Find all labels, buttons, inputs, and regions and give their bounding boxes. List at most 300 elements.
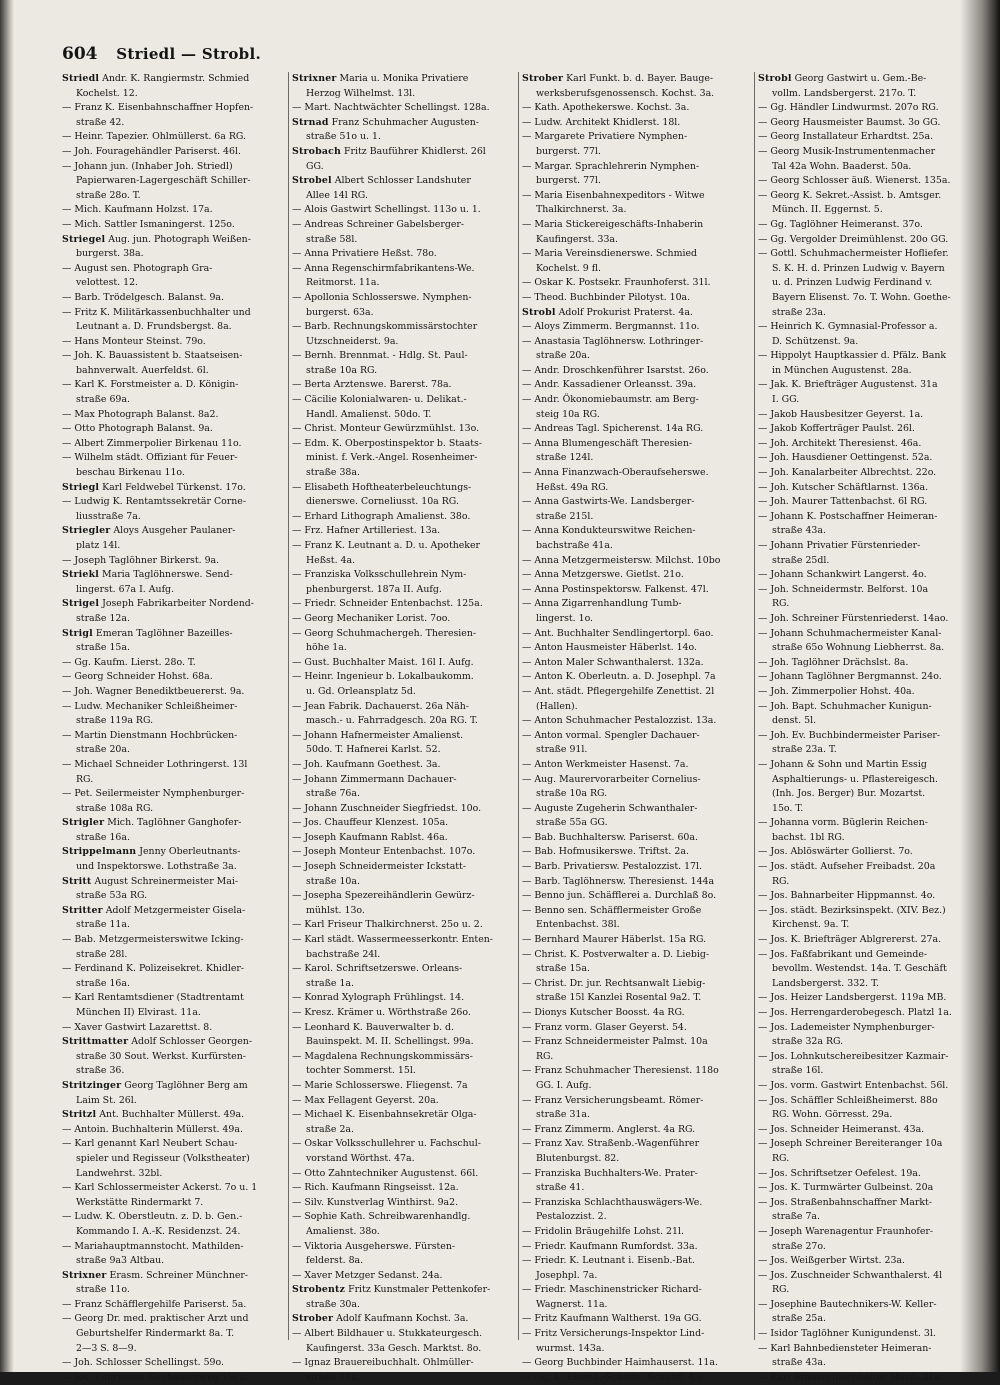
directory-entry: — Fritz Versicherungs-Inspektor Lind-	[522, 1328, 705, 1340]
directory-entry: straße 43a.	[772, 525, 826, 537]
directory-entry: — Karl genannt Karl Neubert Schau-	[62, 1138, 238, 1150]
directory-entry: — Joh. Taglöhner Drächslst. 8a.	[758, 656, 909, 668]
directory-entry: — Auguste Zugeherin Schwanthaler-	[522, 802, 698, 814]
directory-entry: Josephpl. 7a.	[536, 1269, 598, 1281]
directory-entry: platz 14l.	[76, 540, 121, 551]
directory-entry: u. d. Prinzen Ludwig Ferdinand v.	[772, 277, 933, 289]
directory-entry: phenburgerst. 187a II. Aufg.	[306, 583, 442, 595]
directory-entry: — Georg Musik-Instrumentenmacher	[758, 145, 936, 157]
directory-entry: — Margarete Privatiere Nymphen-	[522, 131, 688, 143]
directory-entry: — Benno jun. Schäfflerei a. Durchlaß 8o.	[522, 890, 717, 902]
directory-entry: Bauinspekt. M. II. Schellingst. 99a.	[306, 1036, 474, 1048]
directory-entry: werksberufsgenossensch. Kochst. 3a.	[536, 87, 715, 99]
directory-entry: Blutenburgst. 82.	[536, 1152, 620, 1164]
directory-entry: straße 41.	[536, 1182, 585, 1194]
directory-entry: straße 15l Kanzlei Rosental 9a2. T.	[536, 992, 702, 1004]
directory-entry: — Ludwig K. Rentamtssekretär Corne-	[62, 496, 246, 508]
directory-entry: bachstraße 24l.	[306, 948, 381, 960]
directory-entry: — Franz Schäfflergehilfe Pariserst. 5a.	[62, 1298, 247, 1310]
directory-entry: Utzschneiderst. 9a.	[306, 335, 399, 347]
directory-entry: straße 16l.	[772, 1065, 824, 1077]
directory-entry: — Heinr. Tapezier. Ohlmüllerst. 6a RG.	[62, 131, 247, 143]
directory-entry: — Joh. K. Bauassistent b. Staatseisen-	[62, 350, 243, 362]
directory-entry: Allee 14l RG.	[306, 189, 368, 201]
directory-entry: Striedl Andr. K. Rangiermstr. Schmied	[62, 73, 250, 84]
directory-entry: — Anton Maler Schwanthalerst. 132a.	[522, 656, 704, 668]
directory-entry: — Albert Bildhauer u. Stukkateurgesch.	[292, 1328, 483, 1340]
directory-entry: — Joseph Kaufmann Rablst. 46a.	[292, 831, 448, 843]
directory-entry: — Ludw. K. Oberstleutn. z. D. b. Gen.-	[62, 1211, 243, 1223]
directory-entry: straße 25a.	[772, 1313, 826, 1325]
directory-entry: Kirchenst. 9a. T.	[772, 919, 850, 931]
directory-entry: steig 10a RG.	[536, 408, 600, 420]
directory-entry: spieler und Regisseur (Volkstheater)	[76, 1152, 250, 1164]
directory-entry: straße 7a.	[772, 1211, 820, 1223]
directory-entry: Strnad Franz Schuhmacher Augusten-	[292, 116, 479, 128]
directory-entry: straße 30 Sout. Werkst. Kurfürsten-	[76, 1050, 246, 1062]
directory-entry: — Jos. Heizer Landsbergerst. 119a MB.	[758, 992, 947, 1004]
directory-entry: — Anna Regenschirmfabrikantens-We.	[292, 262, 475, 274]
directory-entry: Reitmorst. 11a.	[306, 277, 380, 289]
directory-entry: — Hippolyt Hauptkassier d. Pfälz. Bank	[758, 350, 947, 362]
directory-entry: Papierwaren-Lagergeschäft Schiller-	[76, 175, 251, 187]
directory-entry: — Anastasia Taglöhnersw. Lothringer-	[522, 335, 704, 347]
directory-entry: — Franz Schuhmacher Theresienst. 118o	[522, 1065, 719, 1077]
directory-entry: Striegl Karl Feldwebel Türkenst. 17o.	[62, 481, 246, 493]
directory-entry: (Hallen).	[536, 700, 578, 712]
directory-entry: u. Gd. Orleansplatz 5d.	[306, 685, 416, 697]
directory-entry: — Johann Privatier Fürstenrieder-	[758, 540, 921, 551]
directory-entry: straße 1a.	[306, 977, 354, 989]
directory-entry: liusstraße 7a.	[76, 510, 141, 522]
directory-entry: — Joh. Kaufmann Goethest. 3a.	[292, 758, 441, 770]
directory-entry: — Anton Werkmeister Hasenst. 7a.	[522, 758, 689, 770]
directory-entry: straße 15a.	[536, 963, 590, 975]
directory-entry: Strobel Albert Schlosser Landshuter	[292, 175, 471, 187]
directory-entry: — Berta Arztenswe. Barerst. 78a.	[292, 379, 452, 391]
directory-entry: Strittmatter Adolf Schlosser Georgen-	[62, 1036, 252, 1048]
directory-entry: — Franz vorm. Glaser Geyerst. 54.	[522, 1021, 687, 1033]
directory-entry: straße 51o u. 1.	[306, 131, 381, 143]
directory-entry: — Joh. Wagner Benediktbeuererst. 9a.	[62, 685, 245, 697]
directory-entry: Leutnant a. D. Frundsbergst. 8a.	[76, 321, 232, 333]
directory-entry: in München Augustenst. 28a.	[772, 364, 912, 376]
directory-entry: — Karl Friseur Thalkirchnerst. 25o u. 2.	[292, 919, 483, 931]
directory-entry: I. GG.	[772, 394, 800, 406]
directory-entry: straße 25dl.	[772, 554, 830, 566]
directory-entry: bachst. 1bl RG.	[772, 831, 845, 843]
directory-entry: — Sophie Kath. Schreibwarenhandlg.	[292, 1211, 471, 1223]
directory-entry: — Jos. Herrengarderobegesch. Platzl 1a.	[758, 1007, 952, 1018]
directory-entry: Laim St. 26l.	[76, 1094, 137, 1106]
directory-entry: — Johann jun. (Inhaber Joh. Striedl)	[62, 160, 233, 172]
directory-entry: tochter Sommerst. 15l.	[306, 1065, 416, 1077]
directory-entry: — Hans Monteur Steinst. 79o.	[62, 335, 206, 347]
directory-entry: GG. I. Aufg.	[536, 1079, 592, 1091]
directory-entry: — August sen. Photograph Gra-	[62, 262, 213, 274]
directory-entry: — Gg. Kaufm. Lierst. 28o. T.	[62, 656, 196, 668]
directory-entry: straße 42.	[76, 116, 125, 128]
directory-entry: straße 58l.	[306, 233, 358, 245]
directory-entry: — Jos. Weißgerber Wirtst. 23a.	[758, 1255, 906, 1267]
directory-entry: Stritzl Ant. Buchhalter Müllerst. 49a.	[62, 1109, 245, 1121]
directory-entry: — Franziska Buchhalters-We. Prater-	[522, 1167, 698, 1179]
directory-entry: — Anna Metzgerswe. Gietlst. 21o.	[522, 569, 684, 581]
directory-entry: — Gg. Händler Lindwurmst. 207o RG.	[758, 102, 939, 114]
directory-entry: — Christ. K. Postverwalter a. D. Liebig-	[522, 948, 710, 960]
directory-entry: — Albert Zimmerpolier Birkenau 11o.	[62, 437, 242, 449]
directory-entry: — Joh. Bapt. Schuhmacher Kunigun-	[758, 700, 932, 712]
directory-entry: straße 38a.	[306, 467, 360, 479]
directory-entry: — Gg. K. Eisenb.-Schaffn. Schulst. 45l.	[522, 1371, 707, 1383]
directory-entry: — Otto Zahntechniker Augustenst. 66l.	[292, 1167, 479, 1179]
directory-entry: — Georg K. Sekret.-Assist. b. Amtsger.	[758, 189, 942, 201]
directory-entry: — Maria Vereinsdienerswe. Schmied	[522, 248, 698, 260]
directory-entry: — Joseph Taglöhner Birkerst. 9a.	[62, 554, 220, 566]
directory-entry: — Friedr. Kaufmann Rumfordst. 33a.	[522, 1240, 698, 1252]
directory-entry: — Benno sen. Schäfflermeister Große	[522, 904, 702, 916]
directory-entry: Bayern Elisenst. 7o. T. Wohn. Goethe-	[772, 291, 951, 303]
directory-entry: straße 11a.	[306, 1371, 360, 1383]
directory-entry: — Bab. Hofmusikerswe. Triftst. 2a.	[522, 846, 689, 858]
directory-entry: minist. f. Verk.-Angel. Rosenheimer-	[306, 452, 478, 464]
directory-entry: RG.	[772, 875, 790, 887]
directory-entry: — Karol. Schriftsetzerswe. Orleans-	[292, 963, 463, 975]
directory-entry: Heßst. 49a RG.	[536, 481, 609, 493]
directory-entry: — Alois Gastwirt Schellingst. 113o u. 1.	[292, 204, 481, 216]
directory-entry: Kommando I. A.-K. Residenzst. 24.	[76, 1225, 241, 1237]
directory-entry: velottest. 12.	[76, 277, 139, 289]
directory-entry: 50do. T. Hafnerei Karlst. 52.	[306, 744, 441, 756]
directory-entry: Strober Adolf Kaufmann Kochst. 3a.	[292, 1313, 469, 1325]
directory-entry: — Joh. Schneidermstr. Belforst. 10a	[758, 583, 929, 595]
directory-entry: — Anton vormal. Spengler Dachauer-	[522, 729, 700, 741]
directory-entry: straße 10a RG.	[306, 364, 378, 376]
directory-entry: — Joseph Warenagentur Fraunhofer-	[758, 1225, 934, 1237]
directory-entry: — Anna Privatiere Heßst. 78o.	[292, 248, 437, 260]
directory-entry: — Johann & Sohn und Martin Essig	[758, 758, 927, 770]
directory-entry: — Jos. Fuhrmann Neuhauserweg 1½ z.	[62, 1371, 248, 1383]
directory-entry: burgerst. 38a.	[76, 248, 144, 260]
directory-entry: Striekl Maria Taglöhnerswe. Send-	[62, 569, 233, 581]
directory-entry: straße 215l.	[536, 510, 594, 522]
directory-entry: Strigler Mich. Taglöhner Ganghofer-	[62, 817, 242, 829]
directory-entry: RG.	[772, 1284, 790, 1296]
directory-entry: lingerst. 1o.	[536, 612, 594, 624]
directory-entry: straße 53a RG.	[76, 890, 148, 902]
directory-entry: masch.- u. Fahrradgesch. 20a RG. T.	[306, 715, 478, 727]
directory-entry: straße 32a RG.	[772, 1036, 844, 1048]
directory-entry: lingerst. 67a I. Aufg.	[76, 583, 175, 595]
directory-entry: straße 12a.	[76, 612, 130, 624]
directory-entry: — Leonhard K. Bauverwalter b. d.	[292, 1021, 455, 1033]
directory-entry: — Friedr. K. Leutnant i. Eisenb.-Bat.	[522, 1255, 695, 1267]
column-4	[758, 72, 958, 1383]
directory-entry: — Franziska Volksschullehrein Nym-	[292, 569, 467, 581]
directory-entry: — Elisabeth Hoftheaterbeleuchtungs-	[292, 481, 472, 493]
directory-entry: straße 23a.	[772, 306, 826, 318]
directory-entry: — Jos. Bahnarbeiter Hippmannst. 4o.	[758, 890, 936, 902]
directory-entry: — Barb. Taglöhnersw. Theresienst. 144a	[522, 875, 715, 887]
directory-entry: RG. Wohn. Görresst. 29a.	[772, 1109, 893, 1121]
directory-entry: Tal 42a Wohn. Baaderst. 50a.	[772, 160, 912, 172]
directory-entry: straße 91l.	[536, 744, 588, 756]
directory-entry: — Heinr. Ingenieur b. Lokalbaukomm.	[292, 671, 474, 683]
directory-entry: straße 65o Wohnung Liebherrst. 8a.	[772, 642, 945, 654]
directory-entry: straße 11a.	[76, 919, 130, 931]
directory-entry: — Anna Metzgermeistersw. Milchst. 10bo	[522, 554, 721, 566]
page-number: 604	[62, 44, 98, 64]
directory-entry: Striegler Aloys Ausgeher Paulaner-	[62, 525, 236, 537]
directory-entry: — Jakob Kofferträger Paulst. 26l.	[758, 423, 915, 435]
directory-entry: straße 23a. T.	[772, 744, 837, 756]
directory-entry: straße 11o.	[76, 1284, 130, 1296]
column-2	[292, 72, 516, 1383]
column-divider	[754, 72, 755, 1340]
directory-entry: — Joh. Maurer Tattenbachst. 6l RG.	[758, 496, 928, 508]
directory-entry: Stritter Adolf Metzgermeister Gisela-	[62, 904, 246, 916]
directory-entry: höhe 1a.	[306, 642, 347, 654]
directory-entry: — Cäcilie Kolonialwaren- u. Delikat.-	[292, 394, 467, 406]
directory-entry: — Edm. K. Oberpostinspektor b. Staats-	[292, 437, 482, 449]
directory-entry: Strobentz Fritz Kunstmaler Pettenkofer-	[292, 1284, 491, 1296]
directory-entry: — Fritz K. Militärkassenbuchhalter und	[62, 306, 251, 318]
directory-entry: Werkstätte Rindermarkt 7.	[76, 1196, 204, 1208]
directory-entry: — Franz Zimmerm. Anglerst. 4a RG.	[522, 1123, 696, 1135]
directory-entry: — Jos. Lademeister Nymphenburger-	[758, 1021, 935, 1033]
directory-entry: — Georg Dr. med. praktischer Arzt und	[62, 1313, 249, 1325]
directory-entry: Münch. II. Eggernst. 5.	[772, 204, 883, 216]
directory-entry: vorstand Wörthst. 47a.	[306, 1152, 415, 1164]
directory-entry: — Franz Schneidermeister Palmst. 10a	[522, 1036, 708, 1048]
page-edge-shadow	[960, 0, 1000, 1372]
directory-entry: — Jos. Zuschneider Schwanthalerst. 4l	[758, 1269, 943, 1281]
page-header	[62, 44, 942, 66]
directory-entry: mühlst. 13o.	[306, 904, 365, 916]
directory-entry: — Maria Stickereigeschäfts-Inhaberin	[522, 218, 704, 230]
directory-entry: bachstraße 41a.	[536, 540, 613, 551]
directory-entry: burgerst. 77l.	[536, 175, 601, 187]
directory-entry: — Joh. Fouragehändler Pariserst. 46l.	[62, 145, 241, 157]
directory-entry: — Josephine Bautechnikers-W. Keller-	[758, 1298, 937, 1310]
directory-entry: — Jos. städt. Aufseher Freibadst. 20a	[758, 861, 936, 873]
directory-entry: — Apollonia Schlosserswe. Nymphen-	[292, 291, 472, 303]
directory-entry: straße 20a.	[76, 744, 130, 756]
directory-entry: — Franz K. Leutnant a. D. u. Apotheker	[292, 540, 481, 551]
directory-entry: — Jos. Chauffeur Klenzest. 105a.	[292, 817, 449, 829]
directory-entry: straße 43a.	[772, 1357, 826, 1369]
directory-entry: straße 31a.	[536, 1109, 590, 1121]
directory-entry: — Georg Hausmeister Baumst. 3o GG.	[758, 116, 941, 128]
directory-entry: — Franz Xav. Straßenb.-Wagenführer	[522, 1138, 700, 1150]
directory-entry: — Christ. Monteur Gewürzmühlst. 13o.	[292, 423, 480, 435]
directory-entry: — Andr. Droschkenführer Isarstst. 26o.	[522, 364, 709, 376]
directory-entry: — Jos. vorm. Gastwirt Entenbachst. 56l.	[758, 1079, 949, 1091]
directory-entry: — Joseph Monteur Entenbachst. 107o.	[292, 846, 476, 858]
directory-entry: Asphaltierungs- u. Pflastereigesch.	[772, 773, 938, 785]
directory-entry: Kaufingerst. 33a.	[536, 233, 618, 245]
directory-entry: — Ant. städt. Pflegergehilfe Zenettist. 2l	[522, 685, 715, 697]
directory-entry: — Gg. Vergolder Dreimühlenst. 20o GG.	[758, 233, 949, 245]
directory-entry: — Karl städt. Wassermeesserkontr. Enten-	[292, 934, 493, 946]
directory-entry: — Andr. Ökonomiebaumstr. am Berg-	[522, 394, 699, 406]
directory-entry: Strober Karl Funkt. b. d. Bayer. Bauge-	[522, 73, 714, 84]
directory-entry: — Erhard Lithograph Amalienst. 38o.	[292, 510, 471, 522]
column-divider	[288, 72, 289, 1340]
directory-entry: — Anna Finanzwach-Oberaufseherswe.	[522, 467, 709, 479]
directory-entry: Kochelst. 9 fl.	[536, 262, 601, 274]
directory-entry: RG.	[536, 1050, 554, 1062]
directory-entry: — Jos. Schäffler Schleißheimerst. 88o	[758, 1094, 938, 1106]
directory-entry: — Joh. Kanalarbeiter Albrechtst. 22o.	[758, 467, 937, 479]
directory-entry: burgerst. 77l.	[536, 145, 601, 157]
directory-entry: — Jos. Lohnkutschereibesitzer Kazmair-	[758, 1050, 949, 1062]
directory-entry: GG.	[306, 160, 324, 172]
directory-entry: — Otto Photograph Balanst. 9a.	[62, 423, 213, 435]
directory-entry: — Joseph Schneidermeister Ickstatt-	[292, 861, 466, 873]
directory-entry: — Fritz Kaufmann Waltherst. 19a GG.	[522, 1313, 702, 1325]
directory-entry: straße 69a.	[76, 394, 130, 406]
directory-entry: RG.	[76, 773, 94, 785]
directory-entry: — Joh. Zimmerpolier Hohst. 40a.	[758, 685, 915, 697]
directory-entry: vollm. Landsbergerst. 217o. T.	[772, 87, 917, 99]
directory-entry: straße 9a3 Altbau.	[76, 1255, 165, 1267]
directory-entry: straße 16a.	[76, 831, 130, 843]
directory-entry: Strobl Adolf Prokurist Praterst. 4a.	[522, 306, 693, 318]
directory-entry: — Bab. Metzgermeisterswitwe Icking-	[62, 934, 244, 946]
page-title: Striedl — Strobl.	[116, 45, 261, 63]
directory-entry: — Johann Schuhmachermeister Kanal-	[758, 627, 942, 639]
directory-entry: straße 76a.	[306, 788, 360, 800]
directory-entry: — Mariahauptmannstocht. Mathilden-	[62, 1240, 244, 1252]
directory-entry: — Johann Zuschneider Siegfriedst. 10o.	[292, 802, 482, 814]
directory-entry: — Johann Taglöhner Bergmannst. 24o.	[758, 671, 942, 683]
directory-entry: denst. 5l.	[772, 715, 817, 727]
directory-entry: — Karl Brauereibuchhalter Maist. 21a.	[758, 1371, 943, 1383]
directory-entry: straße 20a.	[536, 350, 590, 362]
directory-entry: — Maria Eisenbahnexpeditors - Witwe	[522, 189, 705, 201]
directory-entry: — Karl Bahnbediensteter Heimeran-	[758, 1342, 932, 1354]
directory-entry: — Karl Schlossermeister Ackerst. 7o u. 1	[62, 1182, 258, 1194]
directory-entry: — Ferdinand K. Polizeisekret. Khidler-	[62, 963, 245, 975]
directory-entry: — Jos. K. Briefträger Ablgrererst. 27a.	[758, 934, 942, 946]
directory-entry: — Anna Zigarrenhandlung Tumb-	[522, 598, 682, 610]
column-divider	[518, 72, 519, 1340]
directory-entry: Strixner Erasm. Schreiner Münchner-	[62, 1269, 249, 1281]
directory-entry: — Christ. Dr. jur. Rechtsanwalt Liebig-	[522, 977, 706, 989]
directory-entry: — Ant. Buchhalter Sendlingertorpl. 6ao.	[522, 627, 714, 639]
directory-entry: — Fridolin Bräugehilfe Lohst. 21l.	[522, 1225, 684, 1237]
directory-entry: Pestalozzist. 2.	[536, 1211, 607, 1223]
directory-entry: — Jos. Schneider Heimeranst. 43a.	[758, 1123, 925, 1135]
directory-entry: — Martin Dienstmann Hochbrücken-	[62, 729, 238, 741]
directory-entry: Strobach Fritz Bauführer Khidlerst. 26l	[292, 145, 486, 157]
column-1	[62, 72, 286, 1383]
directory-entry: Entenbachst. 38l.	[536, 919, 620, 931]
directory-entry: straße 108a RG.	[76, 802, 154, 814]
directory-entry: straße 30a.	[306, 1298, 360, 1310]
directory-entry: — Max Fellagent Geyerst. 20a.	[292, 1094, 439, 1106]
directory-entry: — Oskar K. Postsekr. Fraunhoferst. 31l.	[522, 277, 711, 289]
directory-entry: — Konrad Xylograph Frühlingst. 14.	[292, 992, 465, 1004]
directory-entry: — Heinrich K. Gymnasial-Professor a.	[758, 321, 938, 333]
directory-entry: dienerswe. Corneliusst. 10a RG.	[306, 496, 459, 508]
directory-entry: straße 124l.	[536, 452, 594, 464]
directory-entry: Geburtshelfer Rindermarkt 8a. T.	[76, 1328, 235, 1340]
directory-entry: Strigl Emeran Taglöhner Bazeilles-	[62, 627, 233, 639]
directory-entry: — Anna Blumengeschäft Theresien-	[522, 437, 693, 449]
directory-entry: straße 28o. T.	[76, 189, 141, 201]
directory-entry: München II) Elvirast. 11a.	[76, 1007, 201, 1018]
directory-entry: — Andr. Kassadiener Orleansst. 39a.	[522, 379, 697, 391]
directory-entry: — Johann K. Postschaffner Heimeran-	[758, 510, 938, 522]
directory-entry: felderst. 8a.	[306, 1255, 364, 1267]
directory-entry: Amalienst. 38o.	[306, 1225, 380, 1237]
directory-entry: — Josepha Spezereihändlerin Gewürz-	[292, 890, 475, 902]
directory-entry: straße 10a RG.	[536, 788, 608, 800]
directory-entry: — Magdalena Rechnungskommissärs-	[292, 1050, 473, 1062]
directory-entry: bahnverwalt. Auerfeldst. 6l.	[76, 364, 209, 376]
directory-entry: — Anna Postinspektorsw. Falkenst. 47l.	[522, 583, 709, 595]
directory-entry: — Gg. Taglöhner Heimeranst. 37o.	[758, 218, 923, 230]
directory-entry: — Franz K. Eisenbahnschaffner Hopfen-	[62, 102, 254, 114]
directory-entry: — Johann Hafnermeister Amalienst.	[292, 729, 464, 741]
directory-entry: Stritt August Schreinermeister Mai-	[62, 875, 239, 887]
directory-entry: — Anton Schuhmacher Pestalozzist. 13a.	[522, 715, 717, 727]
directory-entry: — Bernh. Brennmat. - Hdlg. St. Paul-	[292, 350, 468, 362]
directory-entry: — Pet. Seilermeister Nymphenburger-	[62, 788, 245, 800]
directory-entry: — Andreas Schreiner Gabelsberger-	[292, 218, 465, 230]
directory-entry: — Kresz. Krämer u. Wörthstraße 26o.	[292, 1007, 471, 1018]
directory-entry: und Inspektorswe. Lothstraße 3a.	[76, 861, 237, 873]
directory-entry: — Ludw. Mechaniker Schleißheimer-	[62, 700, 238, 712]
directory-entry: — Aug. Maurervorarbeiter Cornelius-	[522, 773, 701, 785]
directory-entry: — Viktoria Ausgeherswe. Fürsten-	[292, 1240, 456, 1252]
directory-entry: — Aloys Zimmerm. Bergmannst. 11o.	[522, 321, 700, 333]
directory-entry: — Georg Installateur Erhardtst. 25a.	[758, 131, 934, 143]
directory-entry: — Theod. Buchbinder Pilotyst. 10a.	[522, 291, 691, 303]
directory-entry: — Karl Rentamtsdiener (Stadtrentamt	[62, 992, 244, 1004]
directory-entry: Heßst. 4a.	[306, 554, 356, 566]
directory-entry: — Andreas Tagl. Spicherenst. 14a RG.	[522, 423, 704, 435]
directory-entry: — Jos. K. Turmwärter Gulbeinst. 20a	[758, 1182, 934, 1194]
directory-entry: — Xaver Gastwirt Lazarettst. 8.	[62, 1021, 213, 1033]
book-spine-shadow	[0, 0, 14, 1372]
directory-entry: — Joh. Ev. Buchbindermeister Pariser-	[758, 729, 941, 741]
directory-entry: — Georg Schlosser äuß. Wienerst. 135a.	[758, 175, 951, 187]
directory-entry: — Gust. Buchhalter Maist. 16l I. Aufg.	[292, 656, 474, 668]
directory-entry: 15o. T.	[772, 802, 804, 814]
directory-entry: — Max Photograph Balanst. 8a2.	[62, 408, 219, 420]
directory-entry: — Frz. Hafner Artilleriest. 13a.	[292, 525, 441, 537]
directory-entry: — Michael Schneider Lothringerst. 13l	[62, 758, 248, 770]
directory-entry: — Georg Mechaniker Lorist. 7oo.	[292, 612, 451, 624]
directory-entry: — Karl K. Forstmeister a. D. Königin-	[62, 379, 239, 391]
directory-entry: — Kath. Apothekerswe. Kochst. 3a.	[522, 102, 690, 114]
directory-entry: Kochelst. 12.	[76, 87, 138, 99]
directory-entry: straße 55a GG.	[536, 817, 608, 829]
directory-entry: burgerst. 63a.	[306, 306, 374, 318]
directory-entry: — Joseph Schreiner Bereiteranger 10a	[758, 1138, 943, 1150]
directory-entry: Handl. Amalienst. 50do. T.	[306, 408, 432, 420]
directory-entry: — Barb. Rechnungskommissärstochter	[292, 321, 478, 333]
directory-entry: — Jos. Straßenbahnschaffner Markt-	[758, 1196, 932, 1208]
directory-entry: — Anton K. Oberleutn. a. D. Josephpl. 7a	[522, 671, 716, 683]
directory-entry: straße 10a.	[306, 875, 360, 887]
directory-entry: — Michael K. Eisenbahnsekretär Olga-	[292, 1109, 477, 1121]
directory-entry: — Mich. Kaufmann Holzst. 17a.	[62, 204, 213, 216]
directory-entry: — Bab. Buchhaltersw. Pariserst. 60a.	[522, 831, 698, 843]
